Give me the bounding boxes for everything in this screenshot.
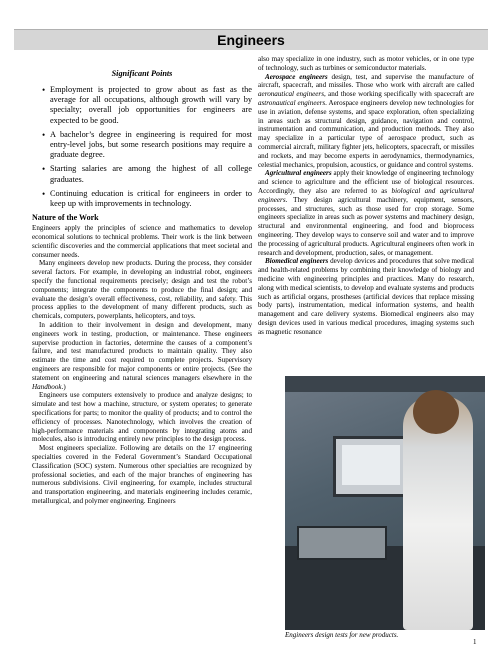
page-title: Engineers [217,32,285,48]
bullet-icon: • [42,164,46,175]
significant-point: • A bachelor’s degree in engineering is required for most entry-level jobs, but some research positions may require a graduate degree. [42,129,252,160]
paragraph: Engineers apply the principles of science and mathematics to develop economical solutions to technical problems. Their work is the link between scientific discoveries and the commercial applications that meet societal and consumer needs. [32,224,252,259]
engineer-photo [285,376,485,630]
paragraph: Most engineers specialize. Following are details on the 17 engineering specialties covered in the Federal Government’s Standard Occupational Classification (SOC) system. Numerous other specialties are recognized by professional societies, and each of the major branches of engineering has numerous subdivisions. Civil engineering, for example, includes structural and transportation engineering, and materials engineering includes ceramic, metallurgical, and polymer engineering. Engineers [32,444,252,505]
bullet-icon: • [42,129,46,140]
right-column [258,55,474,337]
paragraph-biomedical: Biomedical engineers develop devices and procedures that solve medical and health-related problems by combining their knowledge of biology and medicine with engineering principles and practices. Many do research, along with medical scientists, to develop and evaluate systems and products such as artificial organs, prostheses (artificial devices that replace missing body parts), instrumentation, medical information systems, and health management and care delivery systems. Biomedical engineers also may design devices used in various medical procedures, imaging systems such as magnetic resonance [258,257,474,336]
header-bar [14,29,488,50]
significant-point: • Starting salaries are among the highest of all college graduates. [42,164,252,184]
paragraph: also may specialize in one industry, such as motor vehicles, or in one type of technology, such as turbines or semiconductor materials. [258,55,474,72]
significant-point: • Continuing education is critical for engineers in order to keep up with improvements in technology. [42,188,252,209]
test-device [297,526,387,560]
left-column [32,69,252,506]
significant-points-title: Significant Points [111,69,173,78]
bullet-icon: • [42,188,46,199]
paragraph: Many engineers develop new products. During the process, they consider several factors. For example, in developing an industrial robot, engineers specify the functional requirements precisely; design and test the robot’s components; integrate the components to produce the final design; and evaluate the design’s overall effectiveness, cost, reliability, and safety. This process applies to the development of many different products, such as chemicals, computers, powerplants, helicopters, and toys. [32,259,252,321]
handbook-reference: Handbook [32,382,62,391]
photo-shelf [285,376,485,392]
paragraph-agricultural: Agricultural engineers apply their knowledge of engineering technology and science to agriculture and the efficient use of biological resources. Accordingly, they also are referred to as biological and agricultural engineers. They design agricultural machinery, equipment, sensors, processes, and structures, such as those used for crop storage. Some engineers specialize in areas such as power systems and machinery design, structural and environmental engineering, and food and bioprocess engineering. They develop ways to conserve soil and water and to improve the processing of agricultural products. Agricultural engineers often work in research and development, production, sales, or management. [258,169,474,257]
significant-point: • Employment is projected to grow about as fast as the average for all occupations, although growth will vary by specialty; overall job opportunities for engineers are expected to be good. [42,85,252,125]
lead-term: Biomedical engineers [265,257,329,266]
significant-points-list [32,85,252,209]
computer-monitor [333,436,409,497]
lead-term: Agricultural engineers [265,169,332,178]
paragraph-aerospace: Aerospace engineers design, test, and supervise the manufacture of aircraft, spacecraft, and missiles. Those who work with aircraft are called aeronautical engineers, and those working specifically with spacecraft are astronautical engineers. Aerospace engineers develop new technologies for use in aviation, defense systems, and space exploration, often specializing in areas such as structural design, guidance, navigation and control, instrumentation and communication, and production methods. They also may specialize in a particular type of aerospace product, such as commercial aircraft, military fighter jets, helicopters, spacecraft, or missiles and rockets, and may become experts in aerodynamics, thermodynamics, celestial mechanics, propulsion, acoustics, or guidance and control systems. [258,72,475,169]
page-number: 1 [473,638,477,646]
italic-term: astronautical engineers [258,98,326,107]
section-heading-nature: Nature of the Work [32,213,99,223]
lead-term: Aerospace engineers [265,72,328,81]
photo-caption: Engineers design tests for new products. [285,631,399,639]
engineer-head [413,390,459,434]
paragraph: In addition to their involvement in design and development, many engineers work in testing, production, or maintenance. These engineers supervise production in factories, determine the causes of a component’s failure, and test manufactured products to maintain quality. They also estimate the time and cost required to complete projects. Supervisory engineers are responsible for major components or entire projects. (See the statement on engineering and natural sciences managers elsewhere in the Handbook.) [32,321,252,391]
paragraph: Engineers use computers extensively to produce and analyze designs; to simulate and test how a machine, structure, or system operates; to generate specifications for parts; to monitor the quality of products; and to control the efficiency of processes. Nanotechnology, which involves the creation of high-performance materials and components by integrating atoms and molecules, also is introducing entirely new principles to the design process. [32,391,252,444]
bullet-icon: • [42,85,46,95]
italic-term: aeronautical engineers [258,90,324,99]
italic-term: biological and agricultural engineers [258,186,474,204]
